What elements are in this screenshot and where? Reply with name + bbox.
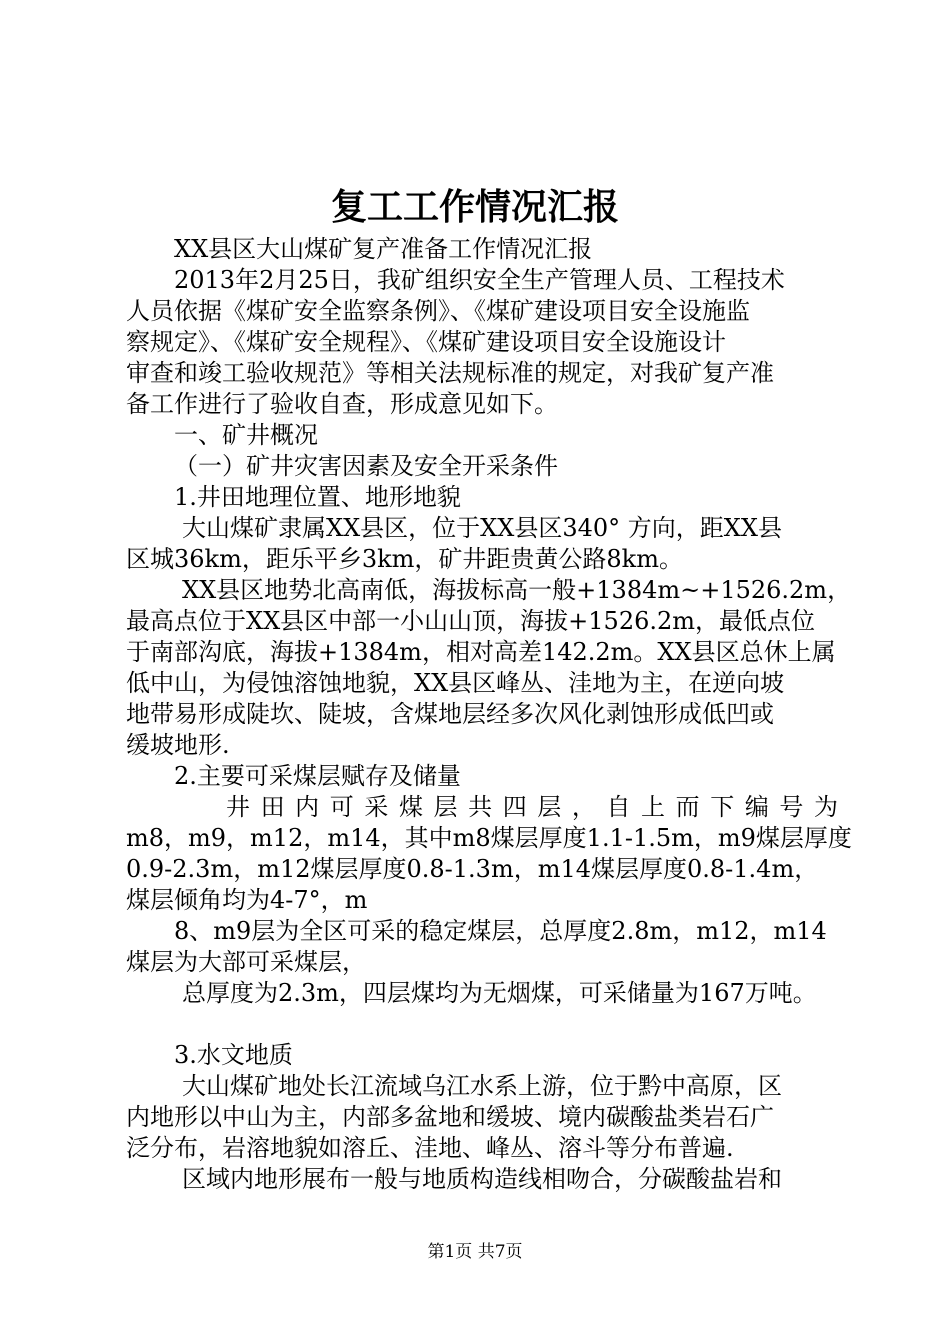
body-line: 内地形以中山为主，内部多盆地和缓坡、境内碳酸盐类岩石广 [126,1103,774,1131]
item-heading: 1.井田地理位置、地形地貌 [174,483,461,511]
body-line: 0.9-2.3m，m12煤层厚度0.8-1.3m，m14煤层厚度0.8-1.4m， [126,855,819,883]
body-line: 最高点位于XX县区中部一小山山顶，海拔+1526.2m，最低点位 [126,607,816,635]
body-line: 审查和竣工验收规范》等相关法规标准的规定，对我矿复产准 [126,359,774,387]
item-heading: 2.主要可采煤层赋存及储量 [174,762,461,790]
item-heading: 3.水文地质 [174,1041,293,1069]
body-line: 煤层为大部可采煤层， [126,948,366,976]
blank-line [126,1009,838,1040]
body-line: XX县区大山煤矿复产准备工作情况汇报 [174,235,593,263]
body-line: 区城36km，距乐平乡3km，矿井距贵黄公路8km。 [126,545,683,573]
document-body [126,234,852,1195]
body-line: 缓坡地形. [126,731,230,759]
body-line: 泛分布，岩溶地貌如溶丘、洼地、峰丛、溶斗等分布普遍. [126,1134,734,1162]
document-title: 复工工作情况汇报 [330,186,619,228]
body-line: XX县区地势北高南低，海拔标高一般+1384m~+1526.2m， [182,576,852,604]
body-line: 地带易形成陡坎、陡坡，含煤地层经多次风化剥蚀形成低凹或 [126,700,774,728]
body-line: 于南部沟底，海拔+1384m，相对高差142.2m。XX县区总休上属 [126,638,836,666]
body-line: 大山煤矿地处长江流域乌江水系上游，位于黔中高原，区 [182,1072,782,1100]
body-line: 总厚度为2.3m，四层煤均为无烟煤，可采储量为167万吨。 [182,979,817,1007]
body-line: 8、m9层为全区可采的稳定煤层，总厚度2.8m，m12，m14 [174,917,827,945]
body-line: 区域内地形展布一般与地质构造线相吻合，分碳酸盐岩和 [182,1165,782,1193]
subsection-heading: （一）矿井灾害因素及安全开采条件 [174,452,558,480]
page-footer: 第1页 共7页 [427,1242,523,1262]
body-line: 低中山，为侵蚀溶蚀地貌，XX县区峰丛、洼地为主，在逆向坡 [126,669,785,697]
body-line: 煤层倾角均为4-7°，m [126,886,368,914]
body-line: 2013年2月25日，我矿组织安全生产管理人员、工程技术 [174,266,785,294]
body-line: 察规定》、《煤矿安全规程》、《煤矿建设项目安全设施设计 [126,328,726,356]
body-line: m8，m9，m12，m14，其中m8煤层厚度1.1-1.5m，m9煤层厚度 [126,824,852,852]
section-heading: 一、矿井概况 [174,421,318,449]
body-line: 井田内可采煤层共四层，自上而下编号为 [226,793,838,821]
body-line: 人员依据《煤矿安全监察条例》、《煤矿建设项目安全设施监 [126,297,750,325]
body-line: 大山煤矿隶属XX县区，位于XX县区340° 方向，距XX县 [182,514,782,542]
body-line: 备工作进行了验收自查，形成意见如下。 [126,390,558,418]
